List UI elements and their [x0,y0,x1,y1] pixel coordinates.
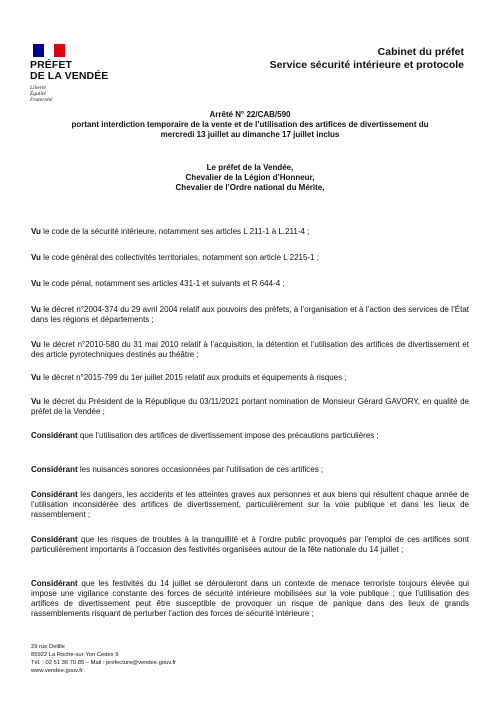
visa-paragraph [31,253,469,263]
visa-paragraph [31,227,469,237]
prefet-line2: Chevalier de la Légion d’Honneur, [185,173,315,182]
paragraph-lead: Considérant [31,431,78,440]
arrete-subject-line2: mercredi 13 juillet au dimanche 17 juillet inclus [160,130,340,139]
paragraph-text: le décret n°2010-580 du 31 mai 2010 relatif à l’acquisition, la détention et l’utilisation des artifices de divertissement et des article pyrotechniques destinés au théâtre ; [31,340,469,359]
prefecture-address [31,643,176,675]
arrete-subject-line1: portant interdiction temporaire de la vente et de l’utilisation des artifices de divertissement du [71,120,429,129]
paragraph-lead: Vu [31,340,41,349]
paragraph-text: que les festivités du 14 juillet se dérouleront dans un contexte de menace terroriste toujours élevée qui impose une vigilance constante des forces de sécurité intérieure mobilisées sur la voie publique ; que l’utilisation des artifices de divertissement peut être susceptible de provoquer un risque de panique dans des lieux de grands rassemblements risquant de perturber l’action des forces de sécurité intérieure ; [31,579,469,618]
paragraph-text: le décret n°2015-799 du 1er juillet 2015 relatif aux produits et équipements à risques ; [40,373,347,382]
paragraph-text: le décret n°2004-374 du 29 avril 2004 relatif aux pouvoirs des préfets, à l’organisation et à l’action des services de l’État dans les régions et départements ; [31,305,469,324]
considerant-paragraph [31,490,469,520]
issuing-service [270,46,464,72]
arrete-number: Arrêté N° 22/CAB/590 [209,110,291,119]
visa-paragraph [31,373,469,383]
considerant-paragraph [31,431,469,441]
considerant-paragraph [31,579,469,619]
paragraph-text: les nuisances sonores occasionnées par l’utilisation de ces artifices ; [77,465,324,474]
paragraph-text: que les risques de troubles à la tranquillité et à l’ordre public provoqués par l’emploi de ces artifices sont particulièrement importants à l’occasion des festivités organisées autour de la fête nationale du 14 juillet ; [31,535,469,554]
logo-title-line1: PRÉFET [30,59,73,71]
visa-paragraph [31,279,469,289]
website-link[interactable]: www.vendee.gouv.fr [31,668,83,674]
considerant-paragraph [31,465,469,475]
arrete-heading [20,110,480,140]
paragraph-lead: Considérant [31,490,78,499]
logo-title-line2: DE LA VENDÉE [30,70,109,82]
address-street: 29 rue Delille [31,644,65,650]
prefet-line3: Chevalier de l’Ordre national du Mérite, [175,183,325,192]
address-city: 85922 La Roche-sur-Yon Cedex 9 [31,652,119,658]
paragraph-lead: Vu [31,305,41,314]
prefet-titles [20,163,480,193]
republic-motto [30,85,150,104]
paragraph-lead: Considérant [31,579,78,588]
paragraph-lead: Vu [31,279,41,288]
prefet-line1: Le préfet de la Vendée, [206,163,294,172]
contact-line: Tél. : 02 51 36 70 85 – Mail : prefecture@vendee.gouv.fr [31,660,176,666]
paragraph-text: le code pénal, notamment ses articles 431-1 et suivants et R 644-4 ; [40,279,285,288]
paragraph-text: que l’utilisation des artifices de divertissement impose des précautions particulières ; [77,431,379,440]
motto-liberte: Liberté [30,85,46,91]
visa-paragraph [31,305,469,325]
paragraph-text: le code général des collectivités territoriales, notamment son article L 2215-1 ; [40,253,320,262]
service-line2: Service sécurité intérieure et protocole [269,59,464,71]
paragraph-text: les dangers, les accidents et les atteintes graves aux personnes et aux biens qui résultent chaque année de l’utilisation inconsidérée des artifices de divertissement, particulièrement sur la voie publique et dans les lieux de rassemblement ; [31,490,469,519]
paragraph-lead: Vu [31,253,41,262]
paragraph-lead: Vu [31,397,41,406]
paragraph-text: le code de la sécurité intérieure, notamment ses articles L 211-1 à L.211-4 ; [40,227,310,236]
paragraph-lead: Considérant [31,465,78,474]
visa-paragraph [31,397,469,417]
logo-title [30,60,150,82]
paragraph-lead: Considérant [31,535,78,544]
paragraph-lead: Vu [31,373,41,382]
service-line1: Cabinet du préfet [377,46,464,58]
motto-fraternite: Fraternité [30,97,53,104]
visa-paragraph [31,340,469,360]
considerant-paragraph [31,535,469,555]
paragraph-lead: Vu [31,227,41,236]
french-flag-icon [33,44,65,57]
paragraph-text: le décret du Président de la République du 03/11/2021 portant nomination de Monsieur Gérard GAVORY, en qualité de préfet de la Vendée ; [31,397,469,416]
motto-egalite: Égalité [30,91,46,98]
prefecture-logo [30,44,150,104]
